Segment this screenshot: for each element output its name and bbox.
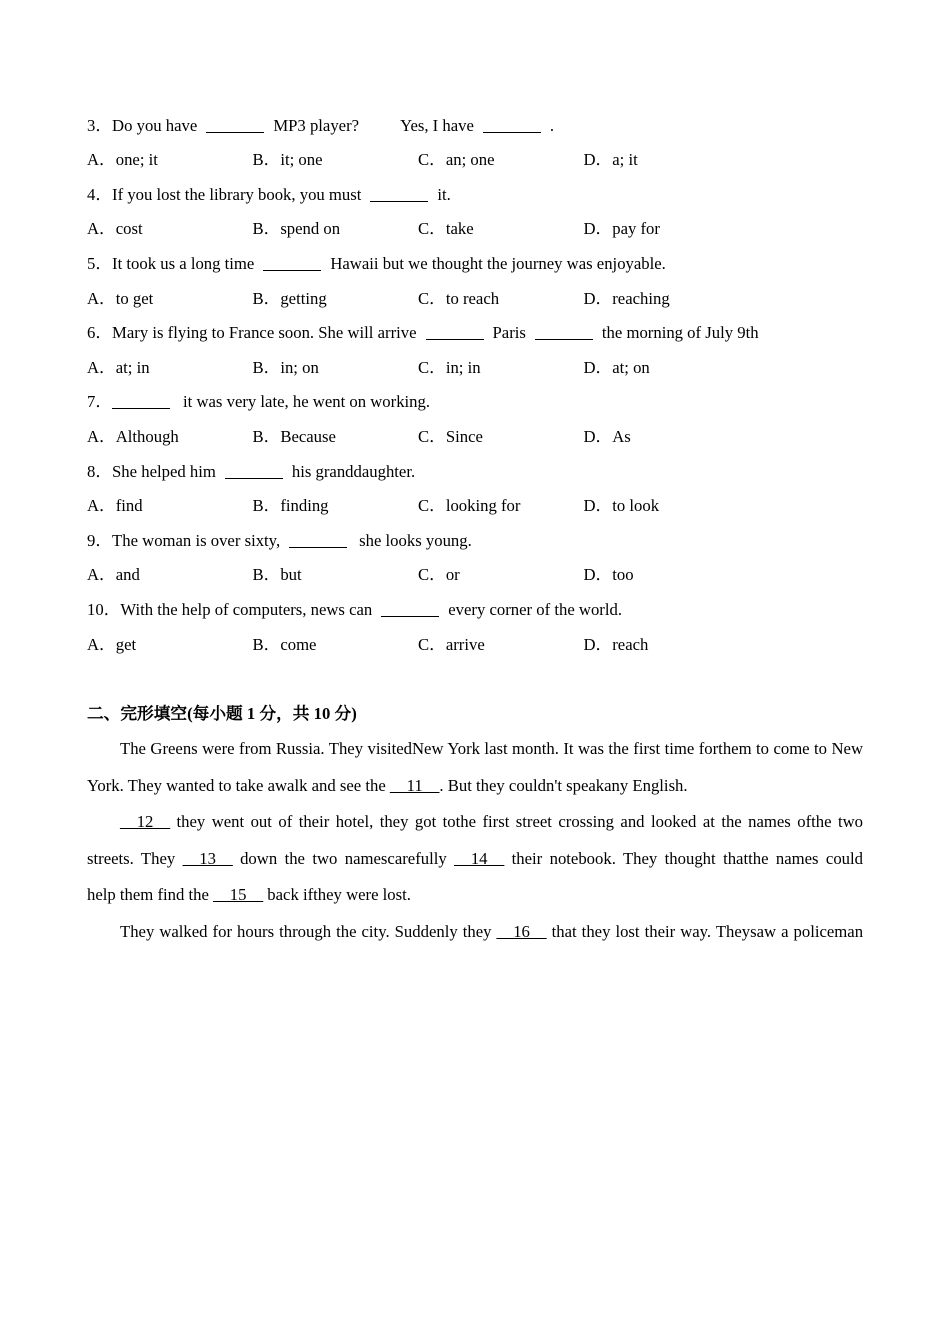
question-5-options xyxy=(87,282,863,317)
question-8-stem xyxy=(87,455,863,490)
option-d: D．at; on xyxy=(583,357,650,377)
option-c: C．looking for xyxy=(418,496,521,516)
passage-text: down the two namescarefully xyxy=(240,848,447,868)
paragraph-line xyxy=(87,804,863,841)
cloze-blank-11: __11__ xyxy=(389,775,440,795)
question-3-stem xyxy=(87,109,863,144)
cloze-blank-12: __12__ xyxy=(120,812,171,832)
paragraph-line xyxy=(87,768,863,805)
answer-blank xyxy=(289,547,347,548)
option-d: D．to look xyxy=(583,496,660,516)
answer-blank xyxy=(535,339,593,340)
option-a: A．Although xyxy=(87,427,179,447)
question-4-options xyxy=(87,212,863,247)
question-5-stem xyxy=(87,247,863,282)
option-c: C．Since xyxy=(418,427,483,447)
cloze-paragraph-1 xyxy=(87,731,863,804)
question-4-stem xyxy=(87,178,863,213)
paragraph-line xyxy=(87,841,863,878)
passage-text: they went out of their hotel, they got tothe first street crossing and looked at the names ofthe two xyxy=(176,812,864,832)
passage-text: streets. They xyxy=(87,848,176,868)
option-a: A．and xyxy=(87,565,140,585)
option-b: B．Because xyxy=(252,427,336,447)
question-9-stem xyxy=(87,524,863,559)
option-a: A．cost xyxy=(87,219,143,239)
option-d: D．As xyxy=(583,427,631,447)
question-number: 7． xyxy=(87,392,113,412)
question-text: It took us a long time xyxy=(112,254,255,274)
question-3-options xyxy=(87,143,863,178)
option-c: C．or xyxy=(418,565,460,585)
option-b: B．it; one xyxy=(252,150,323,170)
question-number: 8． xyxy=(87,461,113,481)
option-a: A．get xyxy=(87,634,137,654)
question-text: it. xyxy=(437,184,451,204)
option-b: B．getting xyxy=(252,288,327,308)
passage-text: York. They wanted to take awalk and see the xyxy=(87,775,386,795)
question-text: Do you have xyxy=(112,115,198,135)
option-d: D．too xyxy=(583,565,634,585)
question-number: 4． xyxy=(87,184,113,204)
option-b: B．spend on xyxy=(252,219,341,239)
cloze-paragraph-2 xyxy=(87,804,863,914)
question-text: If you lost the library book, you must xyxy=(112,184,362,204)
option-c: C．arrive xyxy=(418,634,485,654)
question-6-stem xyxy=(87,316,863,351)
paragraph-line xyxy=(87,731,863,768)
question-text: Hawaii but we thought the journey was enjoyable. xyxy=(330,254,666,274)
question-text: Paris xyxy=(492,323,526,343)
option-c: C．to reach xyxy=(418,288,500,308)
option-d: D．reaching xyxy=(583,288,670,308)
option-b: B．finding xyxy=(252,496,329,516)
question-text: his granddaughter. xyxy=(291,461,416,481)
paragraph-line xyxy=(87,877,863,914)
question-text: the morning of July 9th xyxy=(601,323,759,343)
option-d: D．reach xyxy=(583,634,649,654)
question-text: Mary is flying to France soon. She will arrive xyxy=(112,323,417,343)
question-text: . xyxy=(549,115,555,135)
question-9-options xyxy=(87,558,863,593)
answer-blank xyxy=(112,408,170,409)
question-number: 6． xyxy=(87,323,113,343)
option-d: D．pay for xyxy=(583,219,660,239)
exam-page xyxy=(87,109,863,950)
option-b: B．come xyxy=(252,634,317,654)
option-c: C．in; in xyxy=(418,357,481,377)
section-heading: 二、完形填空(每小题 1 分，共 10 分) xyxy=(87,703,357,723)
question-text: The woman is over sixty, xyxy=(112,530,281,550)
answer-blank xyxy=(381,616,439,617)
cloze-paragraph-3 xyxy=(87,914,863,951)
question-7-stem xyxy=(87,385,863,420)
question-10-stem xyxy=(87,593,863,628)
question-10-options xyxy=(87,628,863,663)
passage-text: The Greens were from Russia. They visitedNew York last month. It was the first time forthem to come to New xyxy=(120,739,863,759)
option-c: C．an; one xyxy=(418,150,495,170)
question-text: With the help of computers, news can xyxy=(120,600,373,619)
question-6-options xyxy=(87,351,863,386)
option-a: A．find xyxy=(87,496,143,516)
passage-text: their notebook. They thought thatthe names could xyxy=(511,848,863,868)
question-number: 9． xyxy=(87,530,113,550)
option-b: B．in; on xyxy=(252,357,319,377)
question-number: 3． xyxy=(87,115,113,135)
paragraph-line xyxy=(87,914,863,951)
question-7-options xyxy=(87,420,863,455)
question-text: every corner of the world. xyxy=(448,600,623,619)
question-text: Yes, I have xyxy=(400,115,474,135)
answer-blank xyxy=(225,478,283,479)
question-8-options xyxy=(87,489,863,524)
passage-text: help them find the xyxy=(87,885,209,905)
option-a: A．at; in xyxy=(87,357,150,377)
answer-blank xyxy=(263,270,321,271)
passage-text: back ifthey were lost. xyxy=(267,885,411,905)
option-b: B．but xyxy=(252,565,302,585)
option-d: D．a; it xyxy=(583,150,638,170)
option-a: A．to get xyxy=(87,288,154,308)
question-text: She helped him xyxy=(112,461,216,481)
answer-blank xyxy=(206,132,264,133)
option-a: A．one; it xyxy=(87,150,158,170)
answer-blank xyxy=(483,132,541,133)
passage-text: that they lost their way. Theysaw a policeman xyxy=(551,921,864,941)
passage-text: . But they couldn't speakany English. xyxy=(439,775,688,795)
cloze-blank-13: __13__ xyxy=(182,848,233,868)
question-number: 10． xyxy=(87,600,121,619)
question-number: 5． xyxy=(87,254,113,274)
cloze-blank-15: __15__ xyxy=(213,885,264,905)
passage-text: They walked for hours through the city. Suddenly they xyxy=(120,921,492,941)
option-c: C．take xyxy=(418,219,474,239)
question-text: MP3 player? xyxy=(273,115,360,135)
question-text: it was very late, he went on working. xyxy=(183,392,431,412)
cloze-blank-16: __16__ xyxy=(496,921,547,941)
answer-blank xyxy=(426,339,484,340)
question-text: she looks young. xyxy=(359,530,472,550)
answer-blank xyxy=(370,201,428,202)
cloze-blank-14: __14__ xyxy=(454,848,505,868)
